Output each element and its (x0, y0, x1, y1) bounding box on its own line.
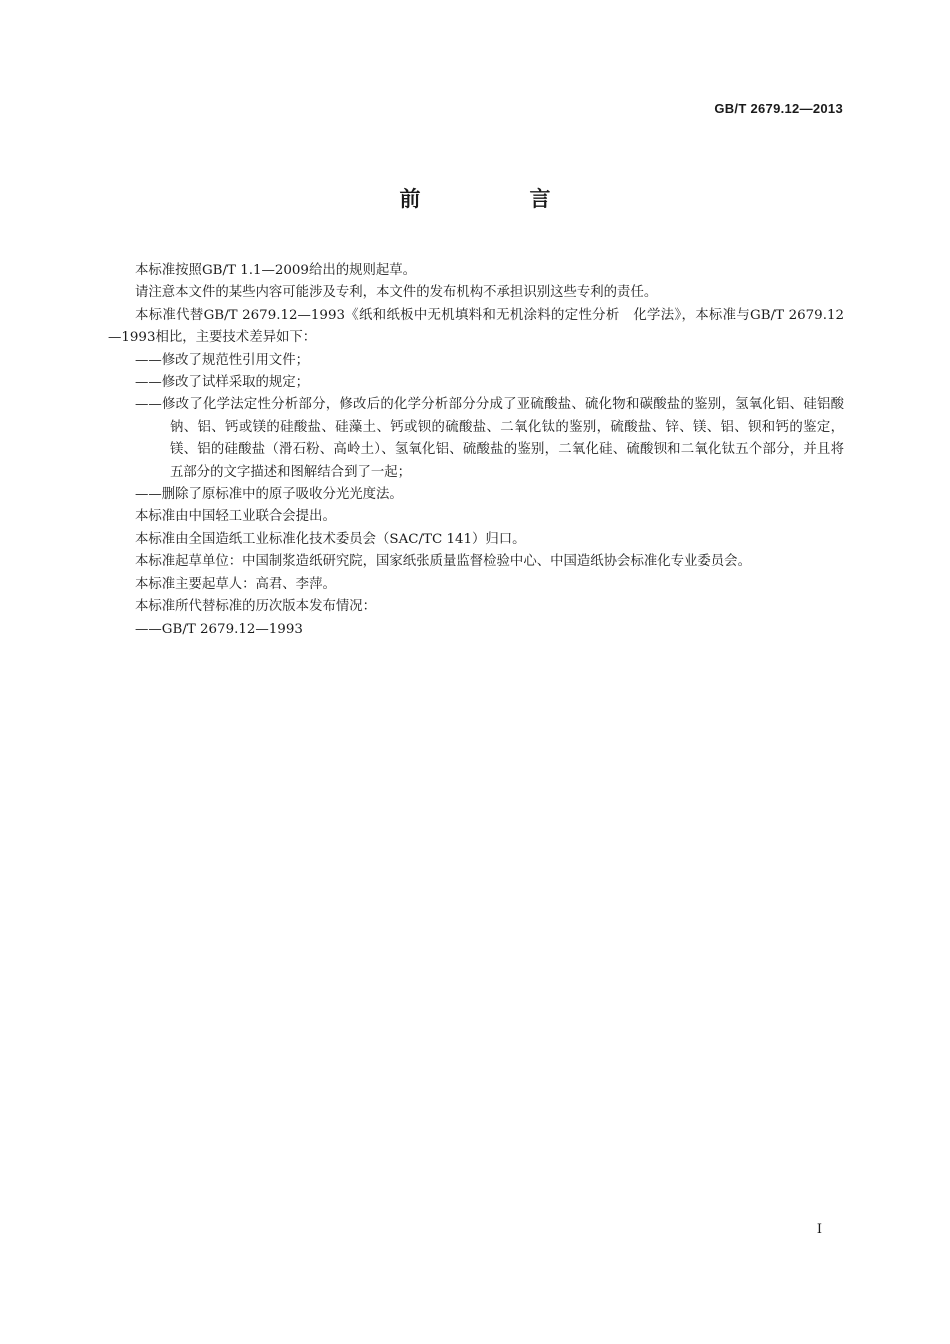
paragraph: 本标准由中国轻工业联合会提出。 (135, 509, 336, 525)
list-item: ——修改了试样采取的规定； (135, 375, 310, 391)
list-item: ——修改了规范性引用文件； (135, 352, 310, 368)
paragraph: 本标准所代替标准的历次版本发布情况： (135, 599, 377, 615)
list-item: ——修改了化学法定性分析部分，修改后的化学分析部分分成了亚硫酸盐、硫化物和碳酸盐的鉴别，氢氧化铝、硅铝酸钠、铝、钙或镁的硅酸盐、硅藻土、钙或钡的硫酸盐、二氧化钛的鉴别，硫酸盐、锌、镁、铝、钡和钙的鉴定，镁、铝的硅酸盐（滑石粉、高岭土）、氢氧化铝、硫酸盐的鉴别，二氧化硅、硫酸钡和二氧化钛五个部分，并且将五部分的文字描述和图解结合到了一起； (135, 397, 844, 480)
list-item: ——GB/T 2679.12—1993 (135, 621, 303, 637)
paragraph: 本标准起草单位：中国制浆造纸研究院，国家纸张质量监督检验中心、中国造纸协会标准化专业委员会。 (135, 554, 751, 570)
paragraph: 请注意本文件的某些内容可能涉及专利，本文件的发布机构不承担识别这些专利的责任。 (135, 285, 658, 301)
list-item: ——删除了原标准中的原子吸收分光光度法。 (135, 487, 403, 503)
document-code: GB/T 2679.12—2013 (714, 101, 843, 116)
paragraph: 本标准由全国造纸工业标准化技术委员会（SAC/TC 141）归口。 (135, 531, 526, 547)
paragraph: 本标准按照GB/T 1.1—2009给出的规则起草。 (135, 263, 417, 278)
page-title: 前 言 (399, 187, 595, 211)
foreword-body (108, 260, 844, 641)
paragraph: 本标准主要起草人：高君、李萍。 (135, 576, 336, 592)
paragraph: 本标准代替GB/T 2679.12—1993《纸和纸板中无机填料和无机涂料的定性分析 化学法》，本标准与GB/T 2679.12—1993相比，主要技术差异如下： (108, 307, 844, 346)
page-number: Ⅰ (816, 1222, 822, 1237)
